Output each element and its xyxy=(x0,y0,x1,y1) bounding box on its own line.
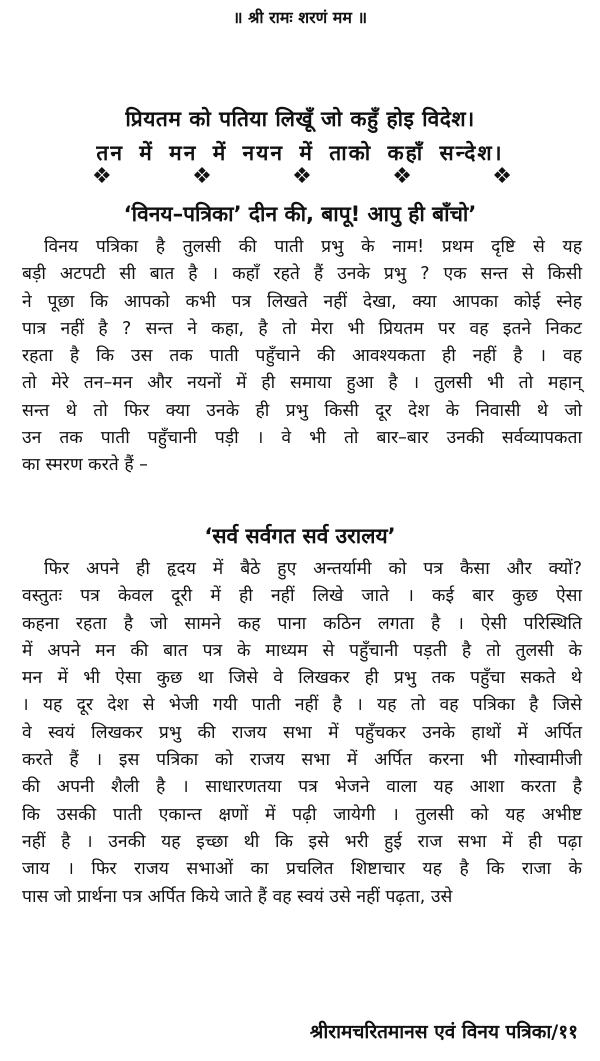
paragraph xyxy=(22,556,582,911)
paragraph xyxy=(22,234,582,480)
text-line: की अपनी शैली है । साधारणतया पत्र भेजने वाला यह आशा करता है xyxy=(22,777,582,798)
text-line: वस्तुतः पत्र केवल दूरी में ही नहीं लिखे जाते । कई बार कुछ ऐसा xyxy=(22,586,582,607)
ornament-divider xyxy=(92,164,512,189)
text-line: सन्त थे तो फिर क्या उनके ही प्रभु किसी दूर देश के निवासी थे जो xyxy=(22,400,582,421)
text-line: नहीं है । उनकी यह इच्छा थी कि इसे भरी हुई राज सभा में ही पढ़ा xyxy=(22,831,582,852)
couplet-line: तन में मन में नयन में ताको कहाँ सन्देश। xyxy=(96,141,504,165)
text-line: विनय पत्रिका है तुलसी की पाती प्रभु के नाम! प्रथम दृष्टि से यह xyxy=(44,237,582,257)
text-line: उन तक पाती पहुँचानी पड़ी । वे भी तो बार–बार उनकी सर्वव्यापकता xyxy=(22,428,582,449)
text-line: मन में भी ऐसा कुछ था जिसे वे लिखकर ही प्रभु तक पहुँचा सकते थे xyxy=(22,668,582,689)
text-line: पास जो प्रार्थना पत्र अर्पित किये जाते हैं वह स्वयं उसे नहीं पढ़ता, उसे xyxy=(22,886,453,907)
section-heading: ‘विनय–पत्रिका’ दीन की, बापू! आपु ही बाँचो’ xyxy=(123,202,477,226)
ornament-icon: ❖ xyxy=(92,164,112,189)
section-heading: ‘सर्व सर्वगत सर्व उरालय’ xyxy=(204,524,396,548)
text-line: । यह दूर देश से भेजी गयी पाती नहीं है । यह तो वह पत्रिका है जिसे xyxy=(22,695,582,716)
couplet xyxy=(0,102,600,170)
text-line: फिर अपने ही हृदय में बैठे हुए अन्तर्यामी को पत्र कैसा और क्यों? xyxy=(44,559,582,579)
text-line: कहना रहता है जो सामने कह पाना कठिन लगता है । ऐसी परिस्थिति xyxy=(22,613,582,634)
ornament-icon: ❖ xyxy=(292,164,312,189)
text-line: रहता है कि उस तक पाती पहुँचाने की आवश्यकता ही नहीं है । वह xyxy=(22,346,582,367)
text-line: ने पूछा कि आपको कभी पत्र लिखते नहीं देखा, क्या आपका कोई स्नेह xyxy=(22,291,582,312)
text-line: बड़ी अटपटी सी बात है । कहाँ रहते हैं उनके प्रभु ? एक सन्त से किसी xyxy=(22,264,582,285)
text-line: तो मेरे तन–मन और नयनों में ही समाया हुआ है । तुलसी भी तो महान् xyxy=(22,373,582,394)
ornament-icon: ❖ xyxy=(192,164,212,189)
text-line: जाय । फिर राजय सभाओं का प्रचलित शिष्टाचार यह है कि राजा के xyxy=(22,859,582,880)
couplet-line: प्रियतम को पतिया लिखूँ जो कहुँ होइ विदेश। xyxy=(125,107,475,131)
text-line: वे स्वयं लिखकर प्रभु की राजय सभा में पहुँचकर उनके हाथों में अर्पित xyxy=(22,722,582,743)
text-line: कि उसकी पाती एकान्त क्षणों में पढ़ी जायेगी । तुलसी को यह अभीष्ट xyxy=(22,804,582,825)
page-header: ॥ श्री रामः शरणं मम ॥ xyxy=(232,8,368,27)
text-line: में अपने मन की बात पत्र के माध्यम से पहुँचानी पड़ती है तो तुलसी के xyxy=(22,640,582,661)
ornament-icon: ❖ xyxy=(392,164,412,189)
text-line: का स्मरण करते हैं – xyxy=(22,455,148,476)
text-line: करते हैं । इस पत्रिका को राजय सभा में अर्पित करना भी गोस्वामीजी xyxy=(22,750,582,771)
page-footer: श्रीरामचरितमानस एवं विनय पत्रिका/११ xyxy=(309,1021,578,1043)
ornament-icon: ❖ xyxy=(492,164,512,189)
text-line: पात्र नहीं है ? सन्त ने कहा, है तो मेरा भी प्रियतम पर वह इतने निकट xyxy=(22,318,582,339)
